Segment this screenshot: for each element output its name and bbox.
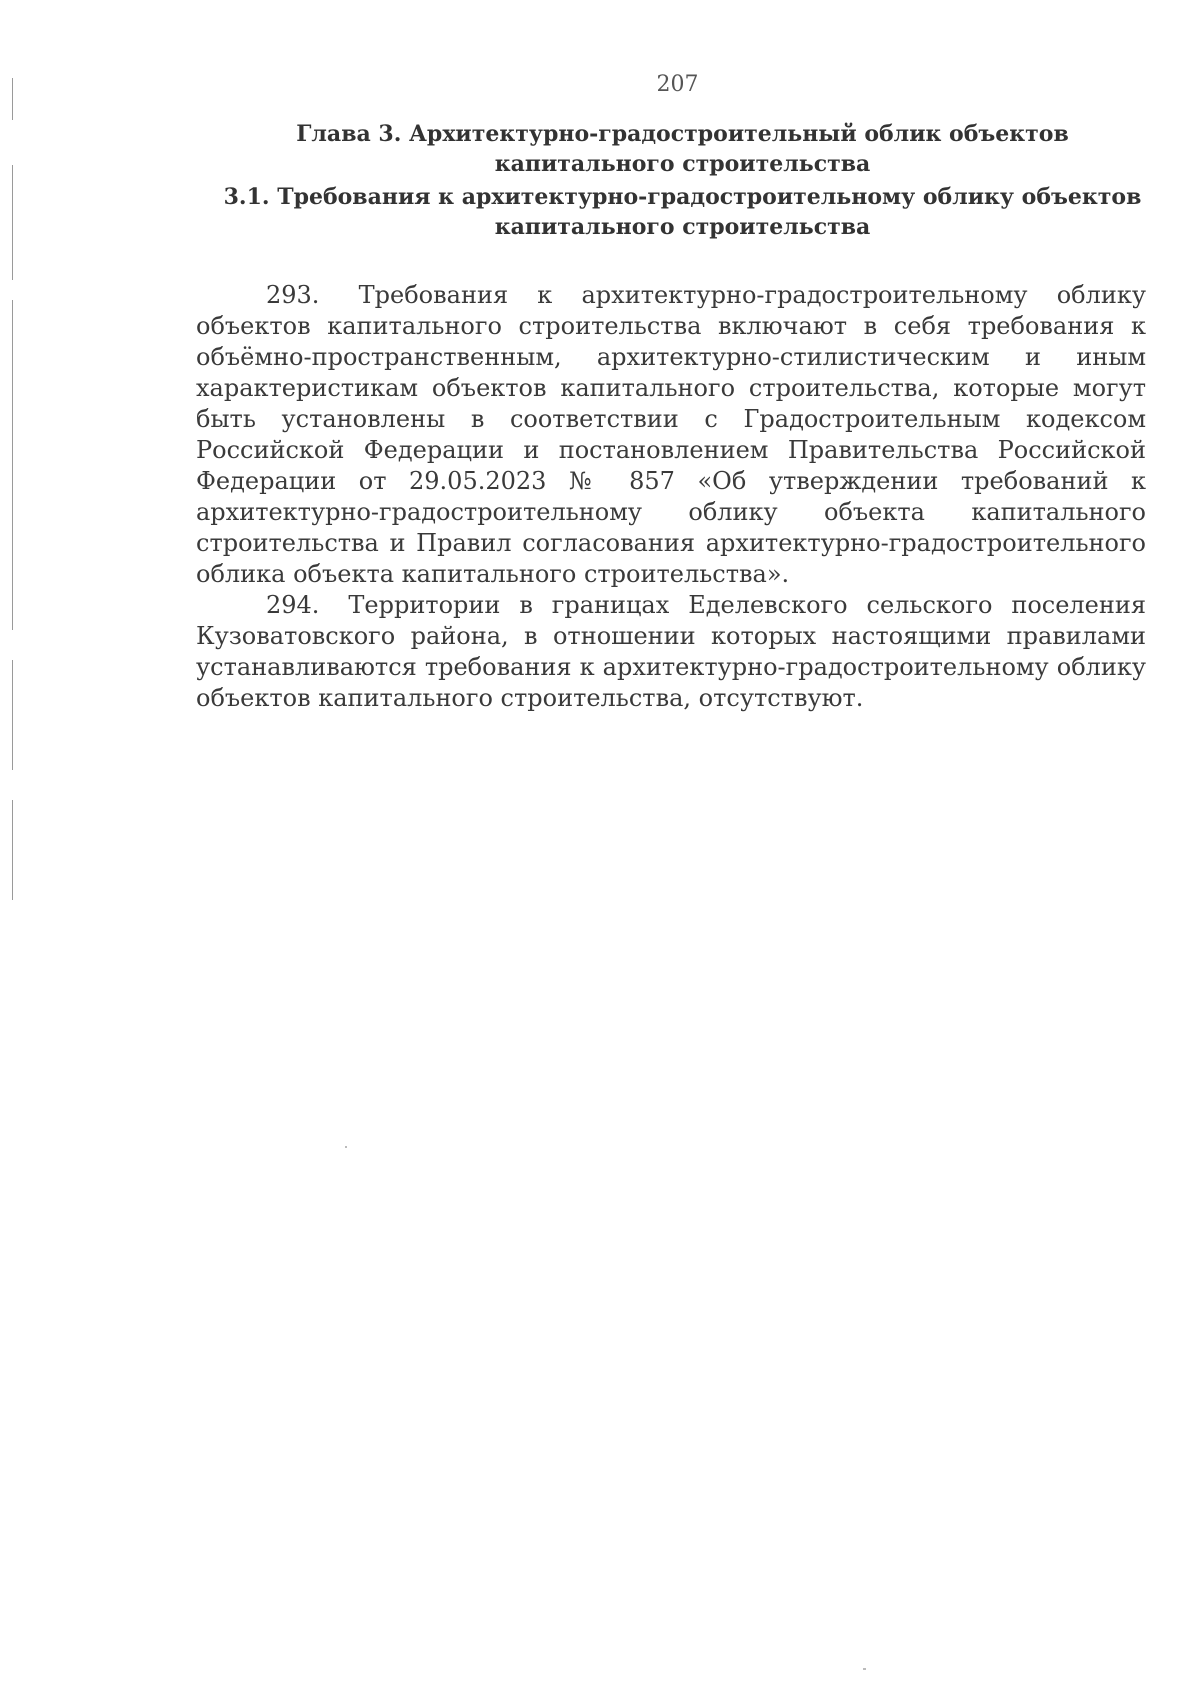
paragraph-293 bbox=[196, 280, 1146, 590]
scan-edge-line bbox=[12, 800, 13, 900]
paragraph-text: Требования к архитектурно-градостроительному облику объектов капитального строительства включают в себя требования к объёмно-пространственным, архитектурно-стилистическим и иным характеристикам объектов капитального строительства, которые могут быть установлены в соответствии с Градостроительным кодексом Российской Федерации и постановлением Правительства Российской Федерации от 29.05.2023 № 857 «Об утверждении требований к архитектурно-градостроительному облику объекта капитального строительства и Правил согласования архитектурно-градостроительного облика объекта капитального строительства». bbox=[196, 281, 1146, 588]
section-title: 3.1. Требования к архитектурно-градостроительному облику объектов капитального строительства bbox=[223, 184, 1142, 240]
paragraph-number: 294. bbox=[266, 591, 320, 619]
paragraph-number: 293. bbox=[266, 281, 320, 309]
chapter-title: Глава 3. Архитектурно-градостроительный облик объектов капитального строительства bbox=[296, 121, 1069, 177]
scan-edge-line bbox=[12, 300, 13, 630]
scan-speck bbox=[863, 1668, 866, 1670]
paragraph-text: Территории в границах Еделевского сельского поселения Кузоватовского района, в отношении которых настоящими правилами устанавливаются требования к архитектурно-градостроительному облику объектов капитального строительства, отсутствуют. bbox=[196, 591, 1146, 712]
scan-edge-line bbox=[12, 165, 13, 280]
scan-edge-line bbox=[12, 660, 13, 770]
paragraph-294 bbox=[196, 590, 1146, 714]
scan-speck bbox=[345, 1146, 347, 1148]
document-body bbox=[196, 280, 1146, 714]
page-number: 207 bbox=[656, 72, 699, 97]
